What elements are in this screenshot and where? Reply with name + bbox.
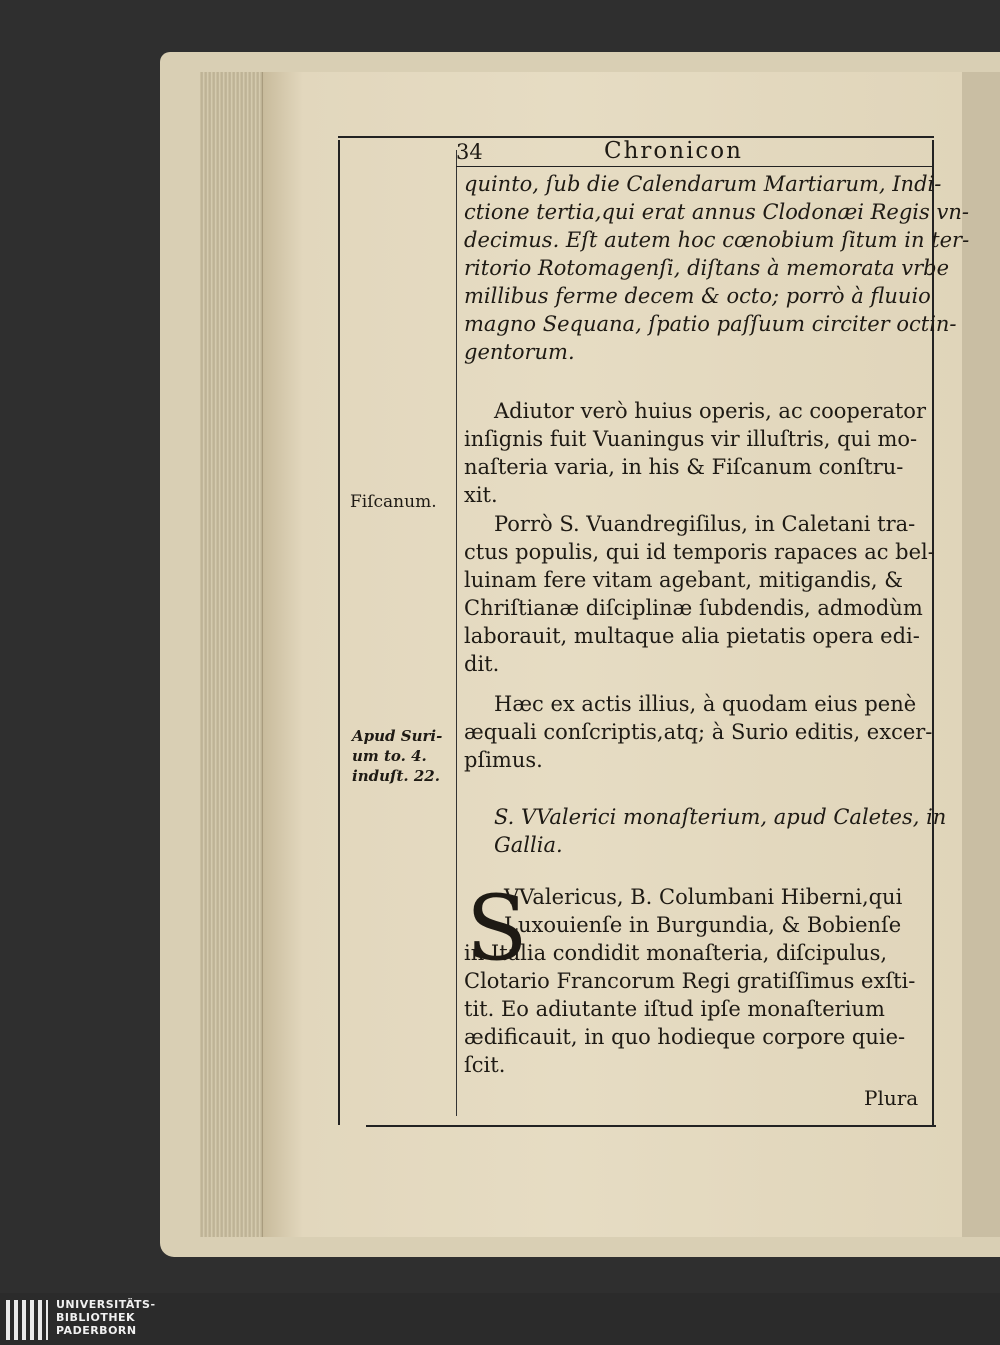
- margin-note-line: um to. 4.: [352, 747, 427, 765]
- margin-divider-rule: [456, 150, 457, 1116]
- section-heading: [464, 803, 946, 859]
- text-line: millibus ferme decem & octo; porrò à fluuio: [464, 284, 931, 308]
- frame-bottom-rule: [366, 1125, 936, 1127]
- text-line: ritorio Rotomagenſi, diſtans à memorata vrbe: [464, 256, 950, 280]
- text-line: Hæc ex actis illius, à quodam eius penè: [494, 692, 917, 716]
- header-rule: [456, 166, 932, 167]
- text-line: dit.: [464, 652, 500, 676]
- library-logo-text: [56, 1298, 156, 1337]
- logo-line: PADERBORN: [56, 1324, 137, 1337]
- paragraph-5: [464, 876, 916, 1079]
- margin-note-line: induſt. 22.: [352, 767, 440, 785]
- text-line: ſcit.: [464, 1053, 506, 1077]
- page-number: 34: [456, 140, 483, 164]
- frame-left-rule: [338, 140, 340, 1125]
- margin-note-apud-surium: [352, 726, 442, 786]
- margin-note-line: Apud Suri-: [352, 727, 443, 745]
- library-logo-icon: [6, 1300, 48, 1340]
- text-line: Chriſtianæ diſciplinæ ſubdendis, admodùm: [464, 596, 923, 620]
- margin-note-fiscanum: Fiſcanum.: [350, 492, 437, 512]
- text-line: Luxouienſe in Burgundia, & Bobienſe: [504, 913, 902, 937]
- text-line: laborauit, multaque alia pietatis opera edi-: [464, 624, 920, 648]
- paragraph-3: [464, 510, 935, 678]
- logo-line: BIBLIOTHEK: [56, 1311, 136, 1324]
- text-line: quinto, ſub die Calendarum Martiarum, Indi-: [464, 172, 942, 196]
- text-line: Porrò S. Vuandregiſilus, in Caletani tra-: [494, 512, 916, 536]
- text-line: tit. Eo adiutante iſtud ipſe monaſterium: [464, 997, 885, 1021]
- text-line: inſignis fuit Vuaningus vir illuſtris, qui mo-: [464, 427, 918, 451]
- text-line: Clotario Francorum Regi gratiſſimus exſti-: [464, 969, 916, 993]
- paragraph-4: [464, 690, 932, 774]
- paragraph-1: [464, 170, 969, 366]
- text-line: xit.: [464, 483, 498, 507]
- logo-line: UNIVERSITÄTS-: [56, 1298, 156, 1311]
- running-head: Chronicon: [604, 138, 743, 164]
- text-line: ædificauit, in quo hodieque corpore quie-: [464, 1025, 906, 1049]
- text-line: decimus. Eſt autem hoc cœnobium ſitum in ter-: [464, 228, 970, 252]
- drop-cap: S: [466, 876, 528, 981]
- page-edges: [200, 72, 270, 1237]
- text-line: S. VValerici monaſterium, apud Caletes, in: [494, 805, 947, 829]
- text-line: naſteria varia, in his & Fiſcanum conſtru-: [464, 455, 904, 479]
- text-line: ctione tertia,qui erat annus Clodonæi Regis vn-: [464, 200, 969, 224]
- text-line: Gallia.: [494, 833, 563, 857]
- text-line: magno Sequana, ſpatio paſſuum circiter octin-: [464, 312, 957, 336]
- text-line: gentorum.: [464, 340, 575, 364]
- paragraph-2: [464, 397, 926, 509]
- text-line: pſimus.: [464, 748, 543, 772]
- text-line: æquali conſcriptis,atq; à Surio editis, excer-: [464, 720, 933, 744]
- catchword: Plura: [864, 1086, 919, 1110]
- text-line: luinam fere vitam agebant, mitigandis, &: [464, 568, 903, 592]
- text-line: Adiutor verò huius operis, ac cooperator: [494, 399, 926, 423]
- text-line: VValericus, B. Columbani Hiberni,qui: [504, 885, 903, 909]
- text-line: ctus populis, qui id temporis rapaces ac bel-: [464, 540, 935, 564]
- text-line: in Italia condidit monaſteria, diſcipulus,: [464, 941, 888, 965]
